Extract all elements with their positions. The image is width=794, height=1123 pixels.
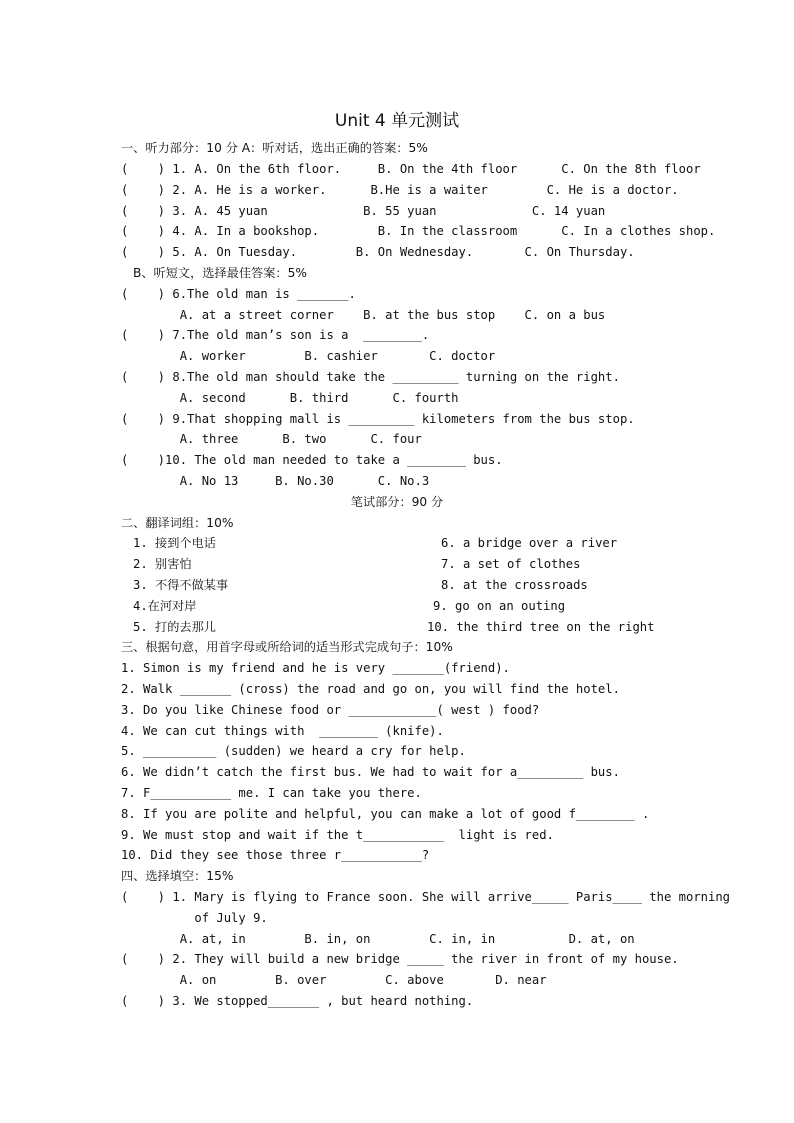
passage-question: ( ) 7.The old man’s son is a ________. (121, 328, 430, 342)
fill-sentence: 8. If you are polite and helpful, you can make a lot of good f________ . (121, 807, 650, 821)
choice-options: A. on B. over C. above D. near (121, 973, 547, 987)
choice-question: ( ) 1. Mary is flying to France soon. She will arrive_____ Paris____ the morning (121, 890, 731, 904)
listening-item: ( ) 3. A. 45 yuan B. 55 yuan C. 14 yuan (121, 204, 606, 218)
section-3-heading: 三、根据句意，用首字母或所给词的适当形式完成句子：10% (121, 640, 453, 654)
passage-options: A. No 13 B. No.30 C. No.3 (121, 474, 430, 488)
translate-item-en: 9. go on an outing (433, 599, 566, 613)
translate-item-en: 10. the third tree on the right (427, 620, 655, 634)
passage-question: ( ) 8.The old man should take the _________ turning on the right. (121, 370, 620, 384)
fill-sentence: 6. We didn’t catch the first bus. We had to wait for a_________ bus. (121, 765, 620, 779)
fill-sentence: 7. F___________ me. I can take you there. (121, 786, 422, 800)
section-1-heading: 一、听力部分：10 分 A：听对话，选出正确的答案：5% (121, 141, 428, 155)
passage-options: A. worker B. cashier C. doctor (121, 349, 496, 363)
passage-question: ( ) 9.That shopping mall is _________ kilometers from the bus stop. (121, 412, 635, 426)
choice-question: ( ) 3. We stopped_______ , but heard nothing. (121, 994, 474, 1008)
section-2-heading: 二、翻译词组：10% (121, 516, 234, 530)
written-part-heading: 笔试部分：90 分 (350, 495, 444, 509)
translate-item-en: 6. a bridge over a river (441, 536, 618, 550)
fill-sentence: 1. Simon is my friend and he is very _______(friend). (121, 661, 510, 675)
fill-sentence: 9. We must stop and wait if the t___________ light is red. (121, 828, 554, 842)
fill-sentence: 4. We can cut things with ________ (knife). (121, 724, 444, 738)
fill-sentence: 3. Do you like Chinese food or ____________( west ) food? (121, 703, 540, 717)
translate-item-cn: 4.在河对岸 (133, 599, 197, 613)
choice-question-cont: of July 9. (121, 911, 268, 925)
choice-question: ( ) 2. They will build a new bridge _____ the river in front of my house. (121, 952, 679, 966)
choice-options: A. at, in B. in, on C. in, in D. at, on (121, 932, 635, 946)
passage-options: A. at a street corner B. at the bus stop C. on a bus (121, 308, 606, 322)
passage-question: ( )10. The old man needed to take a ________ bus. (121, 453, 503, 467)
listening-item: ( ) 2. A. He is a worker. B.He is a waiter C. He is a doctor. (121, 183, 679, 197)
translate-item-cn: 1. 接到个电话 (133, 536, 216, 550)
listening-item: ( ) 5. A. On Tuesday. B. On Wednesday. C. On Thursday. (121, 245, 635, 259)
section-1b-heading: B、听短文，选择最佳答案：5% (133, 266, 307, 280)
page-title: Unit 4 单元测试 (334, 111, 460, 131)
fill-sentence: 5. __________ (sudden) we heard a cry for help. (121, 744, 466, 758)
passage-question: ( ) 6.The old man is _______. (121, 287, 356, 301)
translate-item-cn: 3. 不得不做某事 (133, 578, 229, 592)
passage-options: A. three B. two C. four (121, 432, 422, 446)
section-4-heading: 四、选择填空：15% (121, 869, 234, 883)
translate-item-cn: 2. 别害怕 (133, 557, 192, 571)
translate-item-en: 8. at the crossroads (441, 578, 588, 592)
listening-item: ( ) 1. A. On the 6th floor. B. On the 4th floor C. On the 8th floor (121, 162, 701, 176)
fill-sentence: 2. Walk _______ (cross) the road and go on, you will find the hotel. (121, 682, 620, 696)
fill-sentence: 10. Did they see those three r___________? (121, 848, 430, 862)
listening-item: ( ) 4. A. In a bookshop. B. In the classroom C. In a clothes shop. (121, 224, 716, 238)
translate-item-en: 7. a set of clothes (441, 557, 581, 571)
passage-options: A. second B. third C. fourth (121, 391, 459, 405)
translate-item-cn: 5. 打的去那儿 (133, 620, 216, 634)
